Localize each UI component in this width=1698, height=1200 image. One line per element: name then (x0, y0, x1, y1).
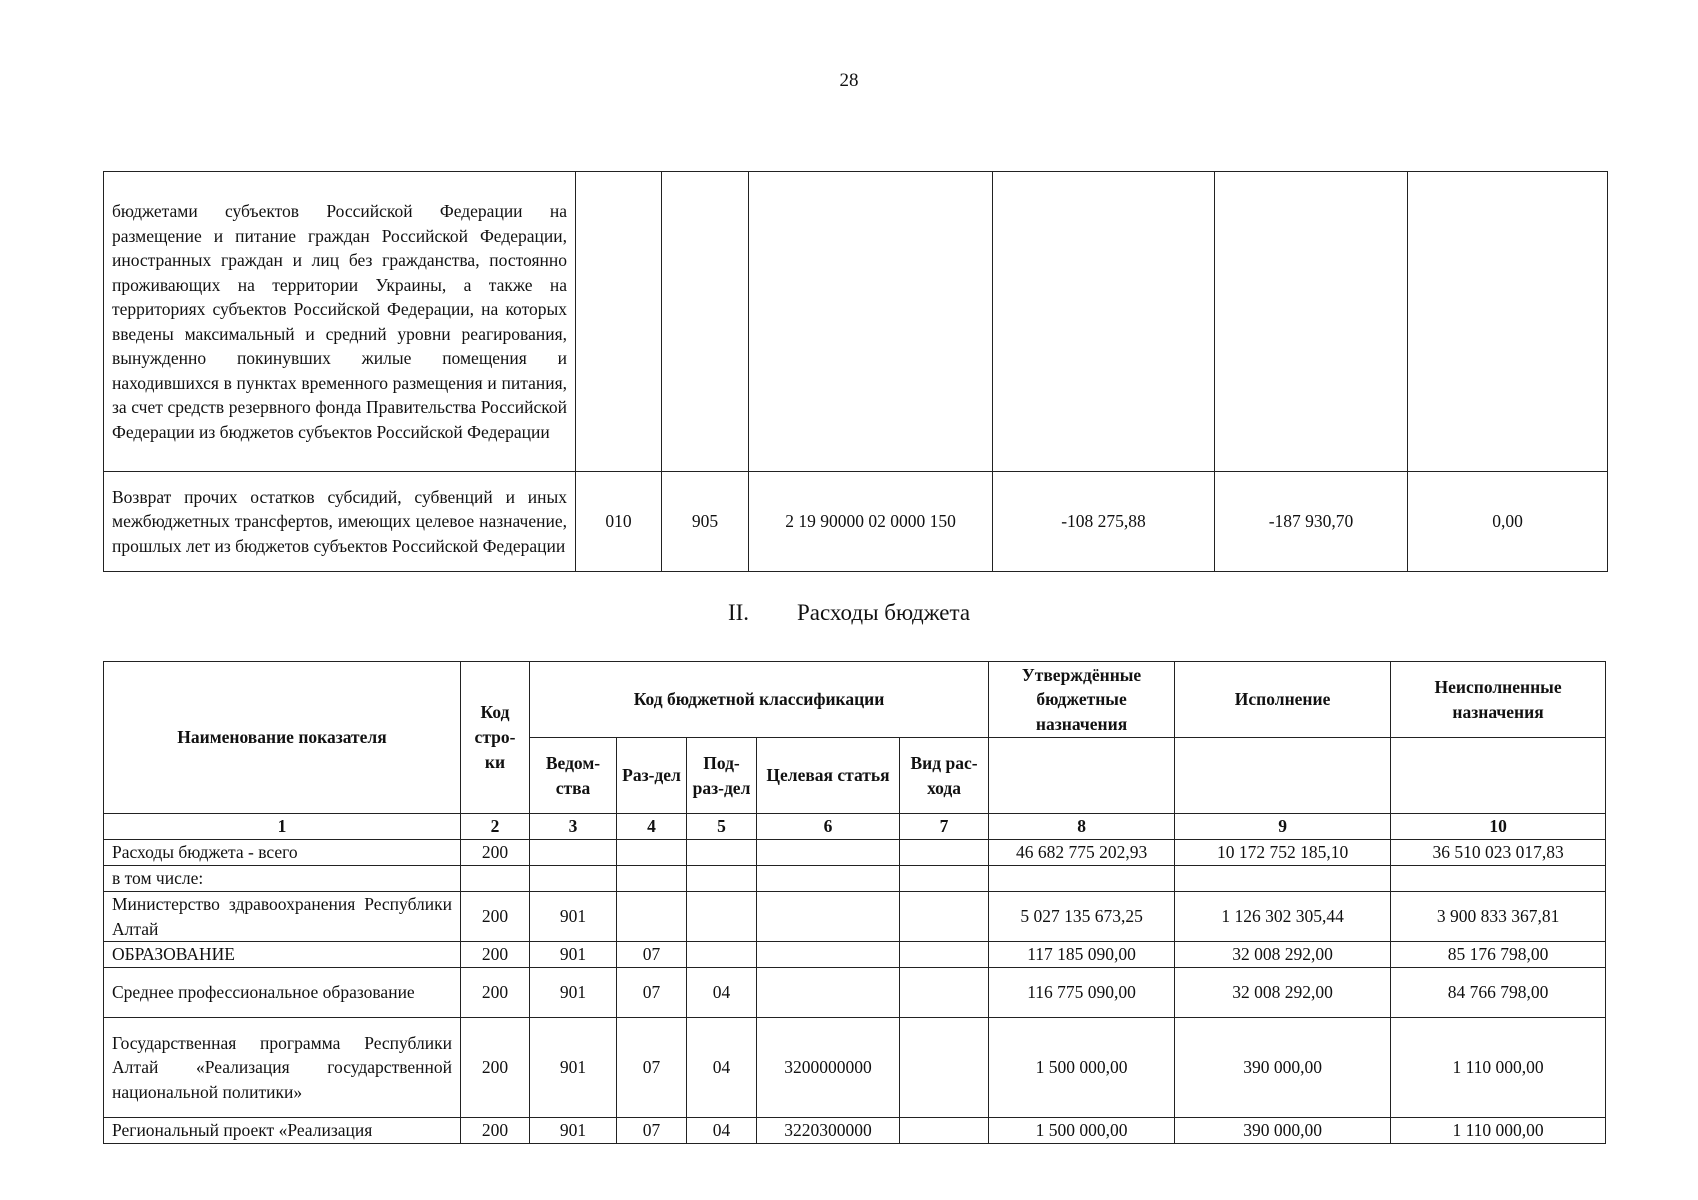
line-code: 200 (461, 1118, 530, 1144)
line-code (576, 172, 662, 472)
vedomstva-code (530, 866, 617, 892)
podrazdel-code: 04 (687, 1118, 757, 1144)
razdel-code (617, 840, 687, 866)
column-number: 1 (104, 814, 461, 840)
unexecuted-value: 1 110 000,00 (1391, 1018, 1606, 1118)
unexecuted-value: 0,00 (1408, 472, 1608, 572)
header-vid: Вид рас-хода (900, 738, 989, 814)
razdel-code: 07 (617, 1018, 687, 1118)
kbk-code (749, 172, 993, 472)
podrazdel-code: 04 (687, 968, 757, 1018)
approved-value: 117 185 090,00 (989, 942, 1175, 968)
column-number: 2 (461, 814, 530, 840)
unexecuted-value: 85 176 798,00 (1391, 942, 1606, 968)
line-code: 200 (461, 942, 530, 968)
table-row (104, 1018, 1606, 1118)
section-number: II. (727, 600, 750, 625)
executed-value: -187 930,70 (1215, 472, 1408, 572)
vid-code (900, 866, 989, 892)
table-row (104, 472, 1608, 572)
section-heading (0, 600, 1698, 626)
line-code (461, 866, 530, 892)
approved-value: 46 682 775 202,93 (989, 840, 1175, 866)
header-name: Наименование показателя (104, 662, 461, 814)
executed-value: 32 008 292,00 (1175, 968, 1391, 1018)
column-number-row (104, 814, 1606, 840)
header-empty (989, 738, 1175, 814)
executed-value (1175, 866, 1391, 892)
podrazdel-code (687, 942, 757, 968)
column-number: 8 (989, 814, 1175, 840)
vedomstva-code: 901 (530, 968, 617, 1018)
column-number: 4 (617, 814, 687, 840)
vid-code (900, 840, 989, 866)
kbk-code: 2 19 90000 02 0000 150 (749, 472, 993, 572)
vedomstva-code (530, 840, 617, 866)
header-executed: Исполнение (1175, 662, 1391, 738)
indicator-name: Министерство здравоохранения Республики Алтай (104, 892, 461, 942)
unexecuted-value: 84 766 798,00 (1391, 968, 1606, 1018)
vid-code (900, 892, 989, 942)
celevaya-code (757, 892, 900, 942)
razdel-code (617, 892, 687, 942)
approved-value: 116 775 090,00 (989, 968, 1175, 1018)
vedomstva-code: 901 (530, 892, 617, 942)
column-number: 5 (687, 814, 757, 840)
vid-code (900, 1118, 989, 1144)
celevaya-code (757, 968, 900, 1018)
column-number: 6 (757, 814, 900, 840)
approved-value: -108 275,88 (993, 472, 1215, 572)
indicator-name: Возврат прочих остатков субсидий, субвенций и иных межбюджетных трансфертов, имеющих целевое назначение, прошлых лет из бюджетов субъектов Российской Федерации (104, 472, 576, 572)
table-row (104, 892, 1606, 942)
header-celevaya: Целевая статья (757, 738, 900, 814)
table-row (104, 866, 1606, 892)
executed-value: 1 126 302 305,44 (1175, 892, 1391, 942)
vid-code (900, 968, 989, 1018)
razdel-code: 07 (617, 1118, 687, 1144)
indicator-name: в том числе: (104, 866, 461, 892)
approved-value: 5 027 135 673,25 (989, 892, 1175, 942)
line-code: 200 (461, 968, 530, 1018)
podrazdel-code (687, 892, 757, 942)
column-number: 7 (900, 814, 989, 840)
indicator-name: бюджетами субъектов Российской Федерации на размещение и питание граждан Российской Федерации, иностранных граждан и лиц без гражданства, постоянно проживающих на территории Украины, а также на территориях субъектов Российской Федерации, на которых введены максимальный и средний уровни реагирования, вынужденно покинувших жилые помещения и находившихся в пунктах временного размещения и питания, за счет средств резервного фонда Правительства Российской Федерации из бюджетов субъектов Российской Федерации (104, 172, 576, 472)
indicator-name: ОБРАЗОВАНИЕ (104, 942, 461, 968)
header-line-code: Код стро-ки (461, 662, 530, 814)
podrazdel-code (687, 840, 757, 866)
header-vedomstva: Ведом-ства (530, 738, 617, 814)
table-row (104, 942, 1606, 968)
indicator-name: Региональный проект «Реализация (104, 1118, 461, 1144)
approved-value: 1 500 000,00 (989, 1018, 1175, 1118)
indicator-name: Среднее профессиональное образование (104, 968, 461, 1018)
header-row (104, 662, 1606, 738)
column-number: 3 (530, 814, 617, 840)
unexecuted-value: 36 510 023 017,83 (1391, 840, 1606, 866)
approved-value (989, 866, 1175, 892)
expenses-table (103, 661, 1606, 1144)
celevaya-code: 3200000000 (757, 1018, 900, 1118)
executed-value: 390 000,00 (1175, 1118, 1391, 1144)
header-empty (1175, 738, 1391, 814)
approved-value (993, 172, 1215, 472)
column-number: 10 (1391, 814, 1606, 840)
executed-value: 390 000,00 (1175, 1018, 1391, 1118)
podrazdel-code (687, 866, 757, 892)
vid-code (900, 942, 989, 968)
line-code: 200 (461, 1018, 530, 1118)
header-razdel: Раз-дел (617, 738, 687, 814)
celevaya-code (757, 942, 900, 968)
unexecuted-value: 1 110 000,00 (1391, 1118, 1606, 1144)
vid-code (900, 1018, 989, 1118)
celevaya-code (757, 840, 900, 866)
unexecuted-value (1408, 172, 1608, 472)
table-row (104, 1118, 1606, 1144)
vedomstva-code: 901 (530, 1018, 617, 1118)
admin-code (662, 172, 749, 472)
razdel-code: 07 (617, 942, 687, 968)
table-row (104, 840, 1606, 866)
section-title: Расходы бюджета (797, 600, 971, 625)
header-podrazdel: Под-раз-дел (687, 738, 757, 814)
admin-code: 905 (662, 472, 749, 572)
income-continuation-table (103, 171, 1608, 572)
indicator-name: Расходы бюджета - всего (104, 840, 461, 866)
executed-value: 32 008 292,00 (1175, 942, 1391, 968)
header-empty (1391, 738, 1606, 814)
table-row (104, 968, 1606, 1018)
executed-value (1215, 172, 1408, 472)
vedomstva-code: 901 (530, 942, 617, 968)
line-code: 010 (576, 472, 662, 572)
unexecuted-value (1391, 866, 1606, 892)
razdel-code (617, 866, 687, 892)
vedomstva-code: 901 (530, 1118, 617, 1144)
executed-value: 10 172 752 185,10 (1175, 840, 1391, 866)
approved-value: 1 500 000,00 (989, 1118, 1175, 1144)
header-kbk-group: Код бюджетной классификации (530, 662, 989, 738)
celevaya-code (757, 866, 900, 892)
column-number: 9 (1175, 814, 1391, 840)
header-approved: Утверждённые бюджетные назначения (989, 662, 1175, 738)
table-row (104, 172, 1608, 472)
page-number: 28 (839, 70, 859, 91)
header-unexecuted: Неисполненные назначения (1391, 662, 1606, 738)
line-code: 200 (461, 840, 530, 866)
indicator-name: Государственная программа Республики Алтай «Реализация государственной национальной политики» (104, 1018, 461, 1118)
unexecuted-value: 3 900 833 367,81 (1391, 892, 1606, 942)
razdel-code: 07 (617, 968, 687, 1018)
podrazdel-code: 04 (687, 1018, 757, 1118)
celevaya-code: 3220300000 (757, 1118, 900, 1144)
line-code: 200 (461, 892, 530, 942)
